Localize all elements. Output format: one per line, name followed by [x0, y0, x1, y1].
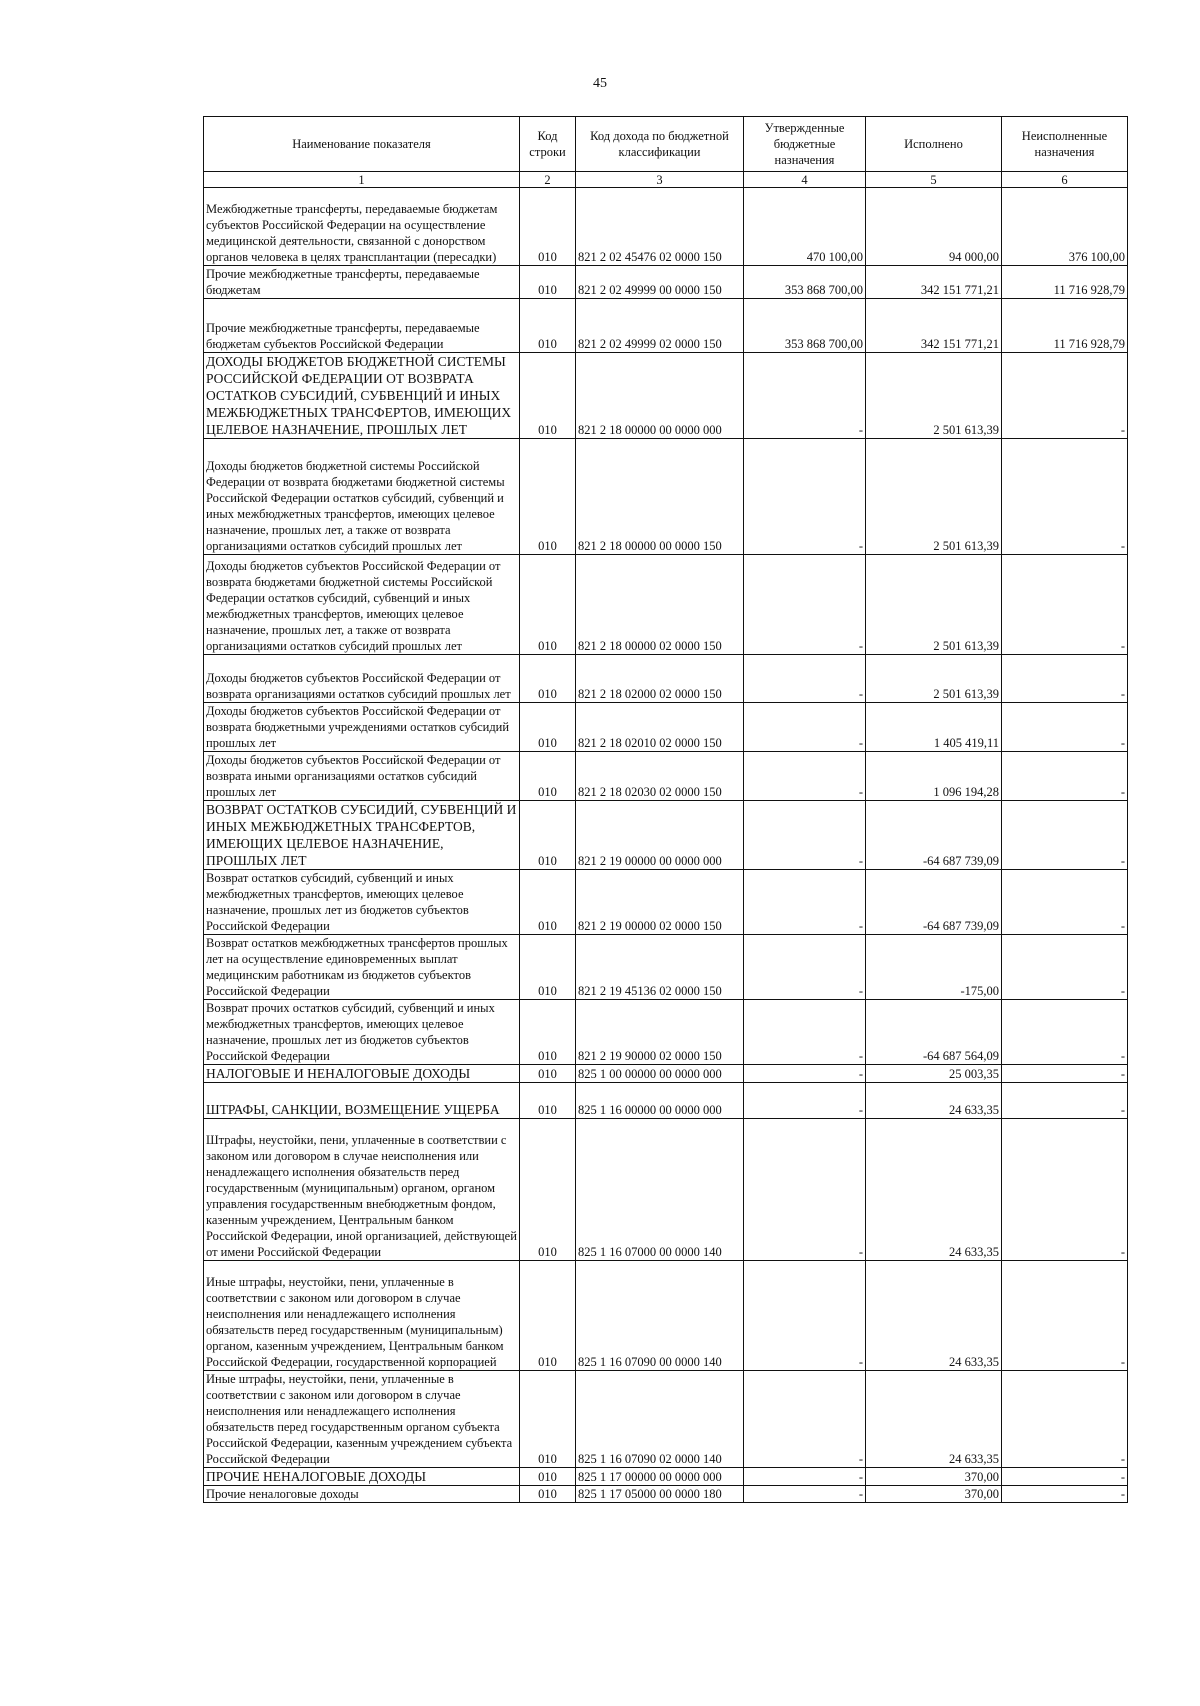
row-line-code: 010 [520, 703, 576, 752]
row-line-code: 010 [520, 188, 576, 266]
row-approved-amount: - [744, 935, 866, 1000]
table-row [204, 1486, 1128, 1503]
table-row [204, 188, 1128, 266]
table-row [204, 1083, 1128, 1119]
column-number: 4 [744, 172, 866, 188]
row-line-code: 010 [520, 1261, 576, 1371]
header-classification-code: Код дохода по бюджетной классификации [576, 117, 744, 172]
row-line-code: 010 [520, 555, 576, 655]
table-row [204, 1065, 1128, 1083]
row-approved-amount: - [744, 1371, 866, 1468]
row-executed-amount: 370,00 [866, 1468, 1002, 1486]
row-unexecuted-amount: - [1002, 752, 1128, 801]
row-classification-code: 821 2 02 49999 02 0000 150 [576, 299, 744, 353]
row-unexecuted-amount: - [1002, 703, 1128, 752]
row-line-code: 010 [520, 299, 576, 353]
row-approved-amount: 353 868 700,00 [744, 299, 866, 353]
header-indicator-name: Наименование показателя [204, 117, 520, 172]
table-row [204, 1000, 1128, 1065]
row-classification-code: 821 2 02 45476 02 0000 150 [576, 188, 744, 266]
table-row [204, 703, 1128, 752]
table-row [204, 1261, 1128, 1371]
income-report-table [203, 116, 1128, 1503]
row-executed-amount: -64 687 739,09 [866, 870, 1002, 935]
row-name: Возврат остатков субсидий, субвенций и иных межбюджетных трансфертов, имеющих целевое назначение, прошлых лет из бюджетов субъектов Российской Федерации [204, 870, 520, 935]
row-name: Иные штрафы, неустойки, пени, уплаченные в соответствии с законом или договором в случае неисполнения или ненадлежащего исполнения обязательств перед государственным органом субъекта Российской Федерации, казенным учреждением субъекта Российской Федерации [204, 1371, 520, 1468]
row-executed-amount: 342 151 771,21 [866, 299, 1002, 353]
row-classification-code: 821 2 18 02030 02 0000 150 [576, 752, 744, 801]
row-line-code: 010 [520, 870, 576, 935]
row-executed-amount: 1 096 194,28 [866, 752, 1002, 801]
table-row [204, 1371, 1128, 1468]
row-classification-code: 825 1 00 00000 00 0000 000 [576, 1065, 744, 1083]
row-line-code: 010 [520, 1119, 576, 1261]
row-name: Возврат остатков межбюджетных трансфертов прошлых лет на осуществление единовременных выплат медицинским работникам из бюджетов субъектов Российской Федерации [204, 935, 520, 1000]
row-approved-amount: - [744, 1468, 866, 1486]
row-classification-code: 821 2 18 02000 02 0000 150 [576, 655, 744, 703]
column-number: 5 [866, 172, 1002, 188]
row-unexecuted-amount: - [1002, 1261, 1128, 1371]
table-row [204, 935, 1128, 1000]
row-classification-code: 821 2 18 00000 02 0000 150 [576, 555, 744, 655]
table-row [204, 266, 1128, 299]
row-approved-amount: 470 100,00 [744, 188, 866, 266]
row-approved-amount: - [744, 1000, 866, 1065]
row-unexecuted-amount: - [1002, 655, 1128, 703]
row-classification-code: 821 2 19 00000 02 0000 150 [576, 870, 744, 935]
row-name: Доходы бюджетов бюджетной системы Российской Федерации от возврата бюджетами бюджетной системы Российской Федерации остатков субсидий, субвенций и иных межбюджетных трансфертов, имеющих целевое назначение, прошлых лет, а также от возврата организациями остатков субсидий прошлых лет [204, 439, 520, 555]
row-approved-amount: - [744, 1261, 866, 1371]
row-unexecuted-amount: - [1002, 870, 1128, 935]
row-name: Прочие межбюджетные трансферты, передаваемые бюджетам субъектов Российской Федерации [204, 299, 520, 353]
row-unexecuted-amount: - [1002, 439, 1128, 555]
table-row [204, 299, 1128, 353]
row-unexecuted-amount: 11 716 928,79 [1002, 299, 1128, 353]
row-name: Межбюджетные трансферты, передаваемые бюджетам субъектов Российской Федерации на осуществление медицинской деятельности, связанной с донорством органов человека в целях трансплантации (пересадки) [204, 188, 520, 266]
row-unexecuted-amount: 376 100,00 [1002, 188, 1128, 266]
row-approved-amount: - [744, 1486, 866, 1503]
row-line-code: 010 [520, 935, 576, 1000]
table-header-row [204, 117, 1128, 172]
row-classification-code: 821 2 02 49999 00 0000 150 [576, 266, 744, 299]
row-executed-amount: 24 633,35 [866, 1261, 1002, 1371]
row-executed-amount: 2 501 613,39 [866, 655, 1002, 703]
row-line-code: 010 [520, 353, 576, 439]
row-approved-amount: - [744, 439, 866, 555]
row-classification-code: 821 2 18 00000 00 0000 000 [576, 353, 744, 439]
row-name: Прочие неналоговые доходы [204, 1486, 520, 1503]
row-executed-amount: 370,00 [866, 1486, 1002, 1503]
row-name: ВОЗВРАТ ОСТАТКОВ СУБСИДИЙ, СУБВЕНЦИЙ И ИНЫХ МЕЖБЮДЖЕТНЫХ ТРАНСФЕРТОВ, ИМЕЮЩИХ ЦЕЛЕВОЕ НАЗНАЧЕНИЕ, ПРОШЛЫХ ЛЕТ [204, 801, 520, 870]
row-approved-amount: - [744, 1065, 866, 1083]
row-approved-amount: - [744, 703, 866, 752]
row-line-code: 010 [520, 1371, 576, 1468]
column-number: 2 [520, 172, 576, 188]
row-classification-code: 825 1 16 07090 00 0000 140 [576, 1261, 744, 1371]
row-executed-amount: 1 405 419,11 [866, 703, 1002, 752]
row-unexecuted-amount: - [1002, 1468, 1128, 1486]
row-executed-amount: -175,00 [866, 935, 1002, 1000]
row-classification-code: 821 2 19 90000 02 0000 150 [576, 1000, 744, 1065]
row-unexecuted-amount: - [1002, 1119, 1128, 1261]
table-row [204, 801, 1128, 870]
column-number: 1 [204, 172, 520, 188]
table-row [204, 870, 1128, 935]
row-classification-code: 821 2 18 00000 00 0000 150 [576, 439, 744, 555]
row-line-code: 010 [520, 655, 576, 703]
row-line-code: 010 [520, 266, 576, 299]
row-approved-amount: - [744, 1119, 866, 1261]
row-classification-code: 825 1 17 05000 00 0000 180 [576, 1486, 744, 1503]
column-number: 6 [1002, 172, 1128, 188]
row-classification-code: 821 2 19 00000 00 0000 000 [576, 801, 744, 870]
row-unexecuted-amount: - [1002, 935, 1128, 1000]
row-unexecuted-amount: - [1002, 1371, 1128, 1468]
table-row [204, 1119, 1128, 1261]
row-executed-amount: 342 151 771,21 [866, 266, 1002, 299]
header-executed: Исполнено [866, 117, 1002, 172]
row-line-code: 010 [520, 439, 576, 555]
row-executed-amount: 2 501 613,39 [866, 555, 1002, 655]
row-name: Штрафы, неустойки, пени, уплаченные в соответствии с законом или договором в случае неисполнения или ненадлежащего исполнения обязательств перед государственным (муниципальным) органом, органом управления государственным внебюджетным фондом, казенным учреждением, Центральным банком Российской Федерации, иной организацией, действующей от имени Российской Федерации [204, 1119, 520, 1261]
row-executed-amount: 24 633,35 [866, 1119, 1002, 1261]
row-unexecuted-amount: - [1002, 1065, 1128, 1083]
row-line-code: 010 [520, 1083, 576, 1119]
row-name: Иные штрафы, неустойки, пени, уплаченные в соответствии с законом или договором в случае неисполнения или ненадлежащего исполнения обязательств перед государственным (муниципальным) органом, казенным учреждением, Центральным банком Российской Федерации, государственной корпорацией [204, 1261, 520, 1371]
table-body [204, 188, 1128, 1503]
table-row [204, 353, 1128, 439]
row-name: Доходы бюджетов субъектов Российской Федерации от возврата бюджетами бюджетной системы Российской Федерации остатков субсидий, субвенций и иных межбюджетных трансфертов, имеющих целевое назначение, прошлых лет, а также от возврата организациями остатков субсидий прошлых лет [204, 555, 520, 655]
row-unexecuted-amount: - [1002, 555, 1128, 655]
row-approved-amount: - [744, 752, 866, 801]
row-executed-amount: 2 501 613,39 [866, 439, 1002, 555]
row-name: Доходы бюджетов субъектов Российской Федерации от возврата организациями остатков субсидий прошлых лет [204, 655, 520, 703]
row-classification-code: 825 1 16 07090 02 0000 140 [576, 1371, 744, 1468]
row-approved-amount: - [744, 555, 866, 655]
row-classification-code: 825 1 16 00000 00 0000 000 [576, 1083, 744, 1119]
row-unexecuted-amount: - [1002, 353, 1128, 439]
page-number: 45 [593, 76, 607, 91]
row-classification-code: 825 1 16 07000 00 0000 140 [576, 1119, 744, 1261]
row-executed-amount: -64 687 739,09 [866, 801, 1002, 870]
table-row [204, 555, 1128, 655]
row-unexecuted-amount: - [1002, 1486, 1128, 1503]
row-name: Доходы бюджетов субъектов Российской Федерации от возврата иными организациями остатков субсидий прошлых лет [204, 752, 520, 801]
row-approved-amount: - [744, 1083, 866, 1119]
row-unexecuted-amount: - [1002, 1000, 1128, 1065]
row-classification-code: 821 2 18 02010 02 0000 150 [576, 703, 744, 752]
table-row [204, 655, 1128, 703]
row-executed-amount: 24 633,35 [866, 1083, 1002, 1119]
row-approved-amount: 353 868 700,00 [744, 266, 866, 299]
row-line-code: 010 [520, 752, 576, 801]
row-classification-code: 825 1 17 00000 00 0000 000 [576, 1468, 744, 1486]
row-executed-amount: 94 000,00 [866, 188, 1002, 266]
row-unexecuted-amount: - [1002, 801, 1128, 870]
row-line-code: 010 [520, 1486, 576, 1503]
header-unexecuted: Неисполненные назначения [1002, 117, 1128, 172]
header-line-code: Код строки [520, 117, 576, 172]
row-name: НАЛОГОВЫЕ И НЕНАЛОГОВЫЕ ДОХОДЫ [204, 1065, 520, 1083]
header-approved: Утвержденные бюджетные назначения [744, 117, 866, 172]
row-name: ШТРАФЫ, САНКЦИИ, ВОЗМЕЩЕНИЕ УЩЕРБА [204, 1083, 520, 1119]
row-name: ДОХОДЫ БЮДЖЕТОВ БЮДЖЕТНОЙ СИСТЕМЫ РОССИЙСКОЙ ФЕДЕРАЦИИ ОТ ВОЗВРАТА ОСТАТКОВ СУБСИДИЙ, СУБВЕНЦИЙ И ИНЫХ МЕЖБЮДЖЕТНЫХ ТРАНСФЕРТОВ, ИМЕЮЩИХ ЦЕЛЕВОЕ НАЗНАЧЕНИЕ, ПРОШЛЫХ ЛЕТ [204, 353, 520, 439]
table-row [204, 752, 1128, 801]
row-line-code: 010 [520, 1468, 576, 1486]
table-row [204, 1468, 1128, 1486]
row-approved-amount: - [744, 353, 866, 439]
row-name: Возврат прочих остатков субсидий, субвенций и иных межбюджетных трансфертов, имеющих целевое назначение, прошлых лет из бюджетов субъектов Российской Федерации [204, 1000, 520, 1065]
column-number: 3 [576, 172, 744, 188]
row-unexecuted-amount: - [1002, 1083, 1128, 1119]
row-executed-amount: 2 501 613,39 [866, 353, 1002, 439]
row-executed-amount: -64 687 564,09 [866, 1000, 1002, 1065]
row-classification-code: 821 2 19 45136 02 0000 150 [576, 935, 744, 1000]
row-line-code: 010 [520, 1000, 576, 1065]
column-number-row [204, 172, 1128, 188]
row-approved-amount: - [744, 801, 866, 870]
row-approved-amount: - [744, 870, 866, 935]
row-name: ПРОЧИЕ НЕНАЛОГОВЫЕ ДОХОДЫ [204, 1468, 520, 1486]
table-row [204, 439, 1128, 555]
row-name: Прочие межбюджетные трансферты, передаваемые бюджетам [204, 266, 520, 299]
row-name: Доходы бюджетов субъектов Российской Федерации от возврата бюджетными учреждениями остатков субсидий прошлых лет [204, 703, 520, 752]
row-unexecuted-amount: 11 716 928,79 [1002, 266, 1128, 299]
row-line-code: 010 [520, 801, 576, 870]
row-approved-amount: - [744, 655, 866, 703]
row-line-code: 010 [520, 1065, 576, 1083]
row-executed-amount: 25 003,35 [866, 1065, 1002, 1083]
row-executed-amount: 24 633,35 [866, 1371, 1002, 1468]
